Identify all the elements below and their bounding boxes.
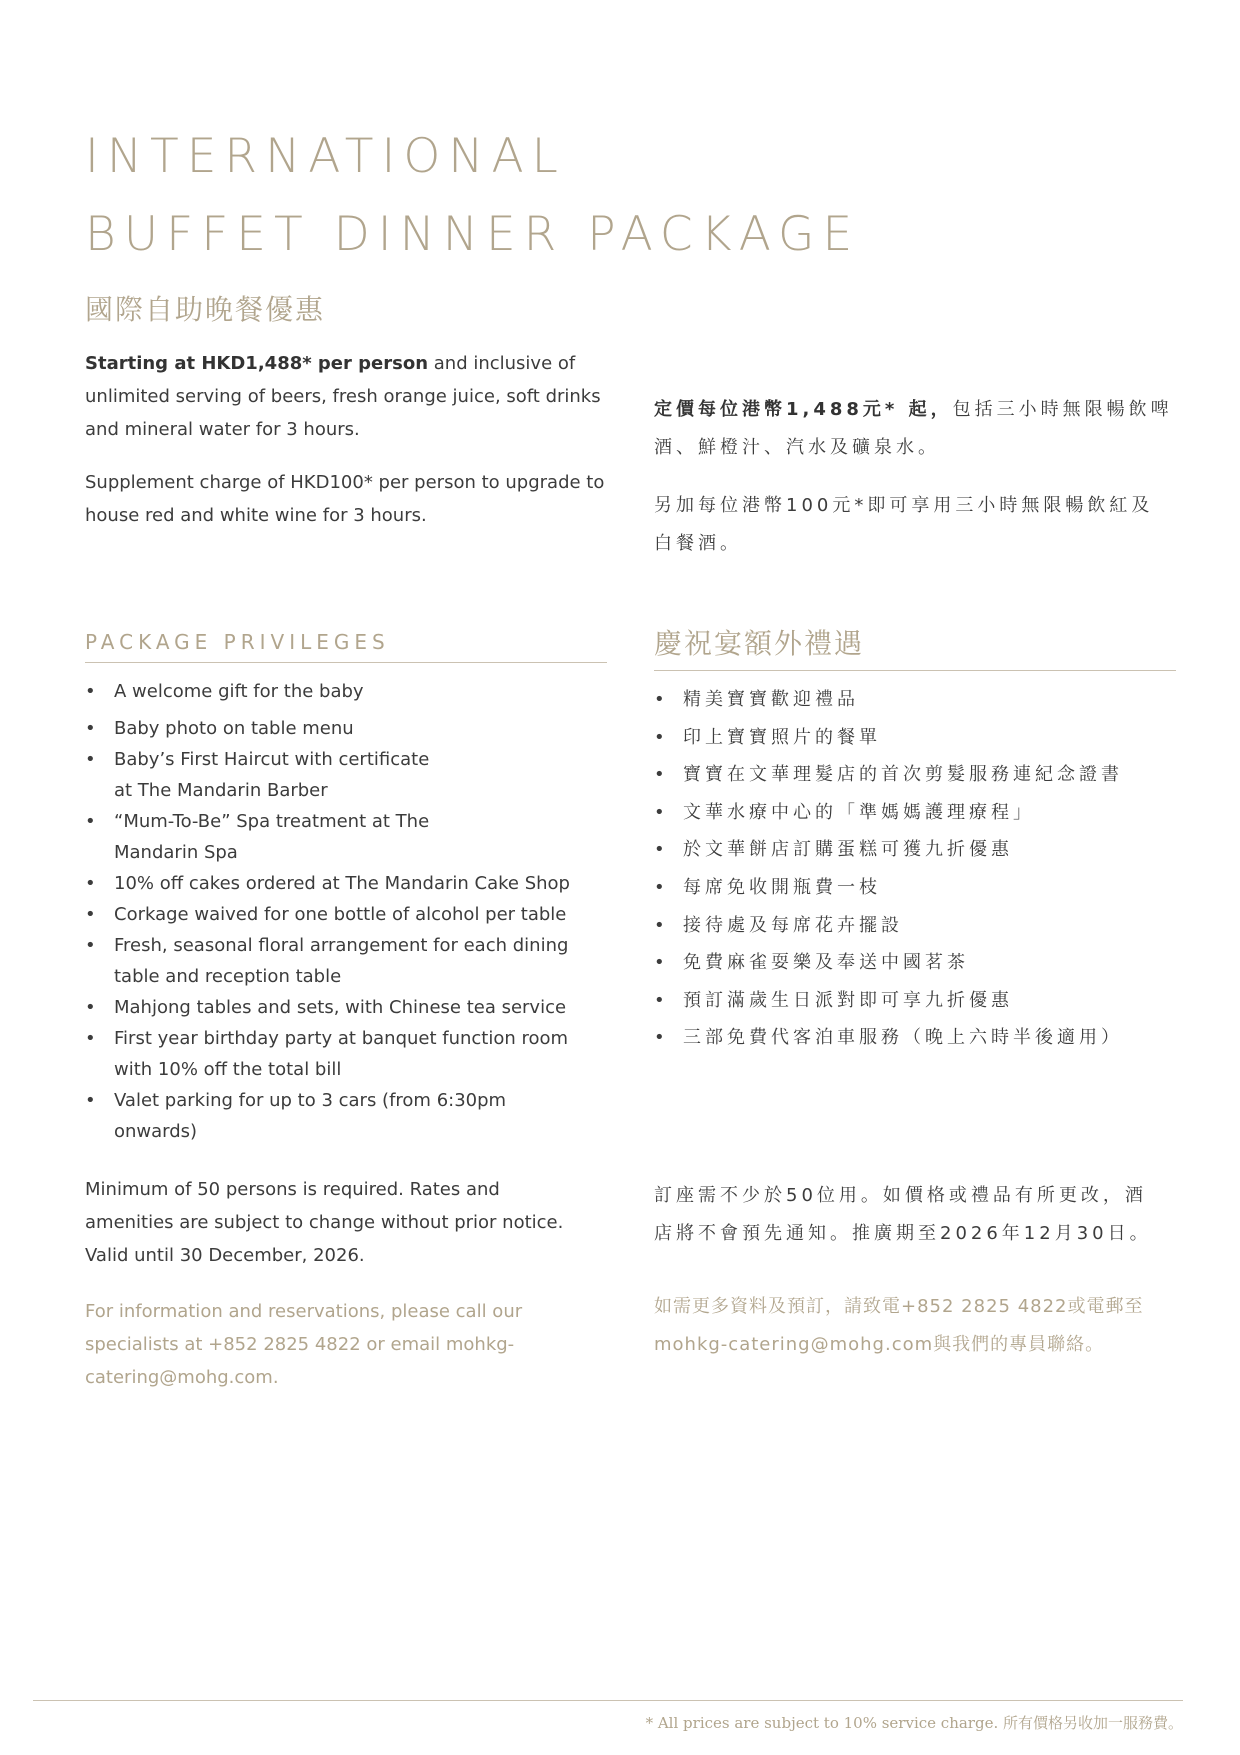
list-item: • 10% off cakes ordered at The Mandarin Cake Shop [85, 868, 575, 899]
intro-price-rest-zh: 包括三小時無限暢飲啤酒、鮮橙汁、汽水及礦泉水。 [654, 399, 1173, 458]
privileges-list-zh [654, 681, 1214, 1057]
intro-price-zh [654, 391, 1214, 467]
list-item: • 免費麻雀耍樂及奉送中國茗茶 [654, 944, 1214, 982]
contact-zh-block [654, 1288, 1174, 1364]
list-item: • Corkage waived for one bottle of alcohol per table [85, 899, 575, 930]
terms-zh-block [654, 1177, 1164, 1253]
contact-en: For information and reservations, please call our specialists at +852 2825 4822 or email mohkg-catering@mohg.com. [85, 1301, 523, 1388]
list-item: • 預訂滿歲生日派對即可享九折優惠 [654, 982, 1214, 1020]
list-item: • Baby’s First Haircut with certificate at The Mandarin Barber [85, 744, 444, 806]
title-line-1: INTERNATIONAL [85, 129, 566, 184]
list-item: • 精美寶寶歡迎禮品 [654, 681, 1214, 719]
page-title-zh: 國際自助晚餐優惠 [85, 293, 326, 326]
list-item: • 每席免收開瓶費一枝 [654, 869, 1214, 907]
intro-supplement-en: Supplement charge of HKD100* per person to upgrade to house red and white wine for 3 hours. [85, 472, 605, 526]
list-item: • 印上寶寶照片的餐單 [654, 719, 1214, 757]
list-item: • 接待處及每席花卉擺設 [654, 907, 1214, 945]
list-item: • 於文華餅店訂購蛋糕可獲九折優惠 [654, 831, 1214, 869]
footer-divider [33, 1700, 1183, 1701]
privileges-list-en [85, 676, 575, 1147]
terms-en-block [85, 1173, 585, 1272]
footer-note: * All prices are subject to 10% service charge. 所有價格另收加一服務費。 [645, 1714, 1183, 1732]
intro-en [85, 347, 605, 532]
intro-price-bold-en: Starting at HKD1,488* per person [85, 353, 429, 374]
list-item: • 寶寶在文華理髮店的首次剪髮服務連紀念證書 [654, 756, 1214, 794]
list-item: • 三部免費代客泊車服務（晚上六時半後適用） [654, 1019, 1214, 1057]
list-item: • 文華水療中心的「準媽媽護理療程」 [654, 794, 1214, 832]
title-line-2: BUFFET DINNER PACKAGE [85, 207, 861, 262]
terms-zh: 訂座需不少於50位用。如價格或禮品有所更改，酒店將不會預先通知。推廣期至2026年12月30日。 [654, 1185, 1152, 1244]
list-item: • Baby photo on table menu [85, 713, 575, 744]
list-item: • A welcome gift for the baby [85, 676, 575, 707]
intro-price-bold-zh: 定價每位港幣1,488元* 起， [654, 399, 953, 420]
terms-en: Minimum of 50 persons is required. Rates and amenities are subject to change without prior notice. Valid until 30 December, 2026. [85, 1179, 564, 1266]
intro-price-rest-en: and inclusive of unlimited serving of beers, fresh orange juice, soft drinks and mineral water for 3 hours. [85, 353, 601, 440]
intro-price-en [85, 347, 605, 446]
list-item: • Valet parking for up to 3 cars (from 6:30pm onwards) [85, 1085, 514, 1147]
contact-en-block [85, 1295, 535, 1394]
intro-zh [654, 391, 1214, 563]
list-item: • “Mum-To-Be” Spa treatment at The Mandarin Spa [85, 806, 444, 868]
privileges-heading-en: PACKAGE PRIVILEGES [85, 630, 607, 663]
list-item: • First year birthday party at banquet function room with 10% off the total bill [85, 1023, 575, 1085]
page-title [85, 118, 860, 274]
contact-zh: 如需更多資料及預訂，請致電+852 2825 4822或電郵至mohkg-catering@mohg.com與我們的專員聯絡。 [654, 1296, 1144, 1355]
list-item: • Mahjong tables and sets, with Chinese tea service [85, 992, 575, 1023]
intro-supplement-zh: 另加每位港幣100元*即可享用三小時無限暢飲紅及白餐酒。 [654, 495, 1154, 554]
privileges-heading-zh: 慶祝宴額外禮遇 [654, 622, 1176, 671]
list-item: • Fresh, seasonal floral arrangement for each dining table and reception table [85, 930, 575, 992]
